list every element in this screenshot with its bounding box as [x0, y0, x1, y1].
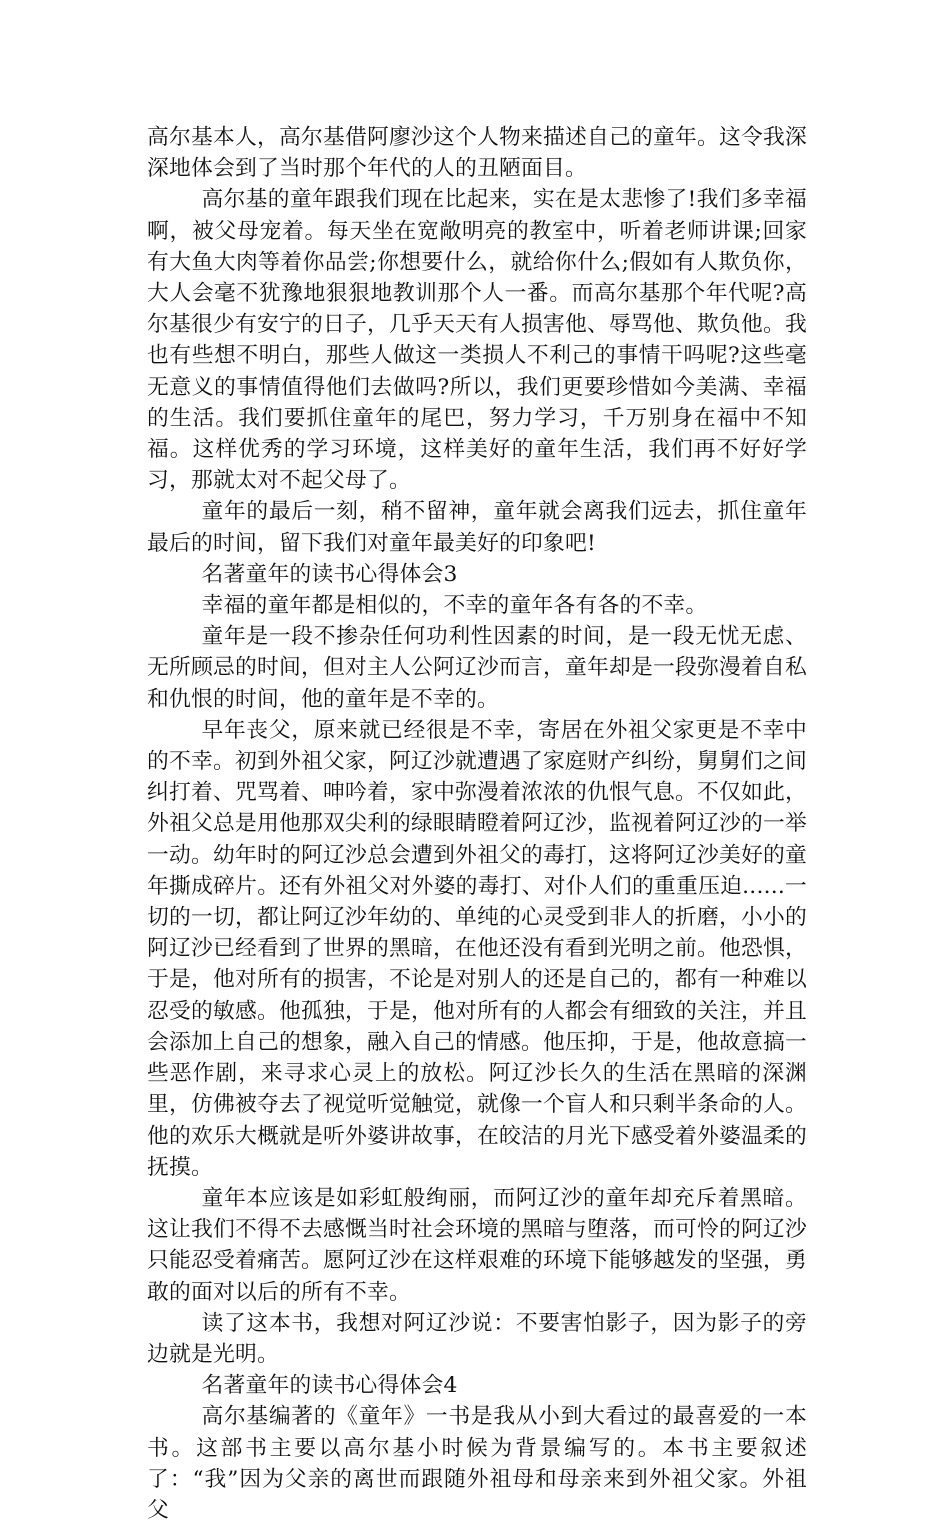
- paragraph: 高尔基的童年跟我们现在比起来，实在是太悲惨了!我们多幸福啊，被父母宠着。每天坐在宽敞明亮的教室中，听着老师讲课;回家有大鱼大肉等着你品尝;你想要什么，就给你什么;假如有人欺负你，大人会毫不犹豫地狠狠地教训那个人一番。而高尔基那个年代呢?高尔基很少有安宁的日子，几乎天天有人损害他、辱骂他、欺负他。我也有些想不明白，那些人做这一类损人不利己的事情干吗呢?这些毫无意义的事情值得他们去做吗?所以，我们更要珍惜如今美满、幸福的生活。我们要抓住童年的尾巴，努力学习，千万别身在福中不知福。这样优秀的学习环境，这样美好的童年生活，我们再不好好学习，那就太对不起父母了。: [147, 187, 807, 494]
- paragraph-continuation: 高尔基本人，高尔基借阿廖沙这个人物来描述自己的童年。这令我深深地体会到了当时那个年代的人的丑陋面目。: [147, 125, 807, 182]
- paragraph: 童年是一段不掺杂任何功利性因素的时间，是一段无忧无虑、无所顾忌的时间，但对主人公阿辽沙而言，童年却是一段弥漫着自私和仇恨的时间，他的童年是不幸的。: [147, 624, 807, 712]
- paragraph: 读了这本书，我想对阿辽沙说：不要害怕影子，因为影子的旁边就是光明。: [147, 1310, 807, 1367]
- paragraph: 早年丧父，原来就已经很是不幸，寄居在外祖父家更是不幸中的不幸。初到外祖父家，阿辽沙就遭遇了家庭财产纠纷，舅舅们之间纠打着、咒骂着、呻吟着，家中弥漫着浓浓的仇恨气息。不仅如此，外祖父总是用他那双尖利的绿眼睛瞪着阿辽沙，监视着阿辽沙的一举一动。幼年时的阿辽沙总会遭到外祖父的毒打，这将阿辽沙美好的童年撕成碎片。还有外祖父对外婆的毒打、对仆人们的重重压迫......一切的一切，都让阿辽沙年幼的、单纯的心灵受到非人的折磨，小小的阿辽沙已经看到了世界的黑暗，在他还没有看到光明之前。他恐惧，于是，他对所有的损害，不论是对别人的还是自己的，都有一种难以忍受的敏感。他孤独，于是，他对所有的人都会有细致的关注，并且会添加上自己的想象，融入自己的情感。他压抑，于是，他故意搞一些恶作剧，来寻求心灵上的放松。阿辽沙长久的生活在黑暗的深渊里，仿佛被夺去了视觉听觉触觉，就像一个盲人和只剩半条命的人。他的欢乐大概就是听外婆讲故事，在皎洁的月光下感受着外婆温柔的抚摸。: [147, 717, 807, 1180]
- paragraph: 幸福的童年都是相似的，不幸的童年各有各的不幸。: [201, 593, 708, 619]
- paragraph: 童年的最后一刻，稍不留神，童年就会离我们远去，抓住童年最后的时间，留下我们对童年最美好的印象吧!: [147, 499, 807, 556]
- section-heading: 名著童年的读书心得体会3: [201, 561, 458, 587]
- document-body: [147, 122, 807, 1526]
- section-heading: 名著童年的读书心得体会4: [201, 1373, 458, 1399]
- paragraph: 高尔基编著的《童年》一书是我从小到大看过的最喜爱的一本书。这部书主要以高尔基小时候为背景编写的。本书主要叙述了：“我”因为父亲的离世而跟随外祖母和母亲来到外祖父家。外祖父: [147, 1404, 807, 1523]
- paragraph: 童年本应该是如彩虹般绚丽，而阿辽沙的童年却充斥着黑暗。这让我们不得不去感慨当时社会环境的黑暗与堕落，而可怜的阿辽沙只能忍受着痛苦。愿阿辽沙在这样艰难的环境下能够越发的坚强，勇敢的面对以后的所有不幸。: [147, 1185, 807, 1305]
